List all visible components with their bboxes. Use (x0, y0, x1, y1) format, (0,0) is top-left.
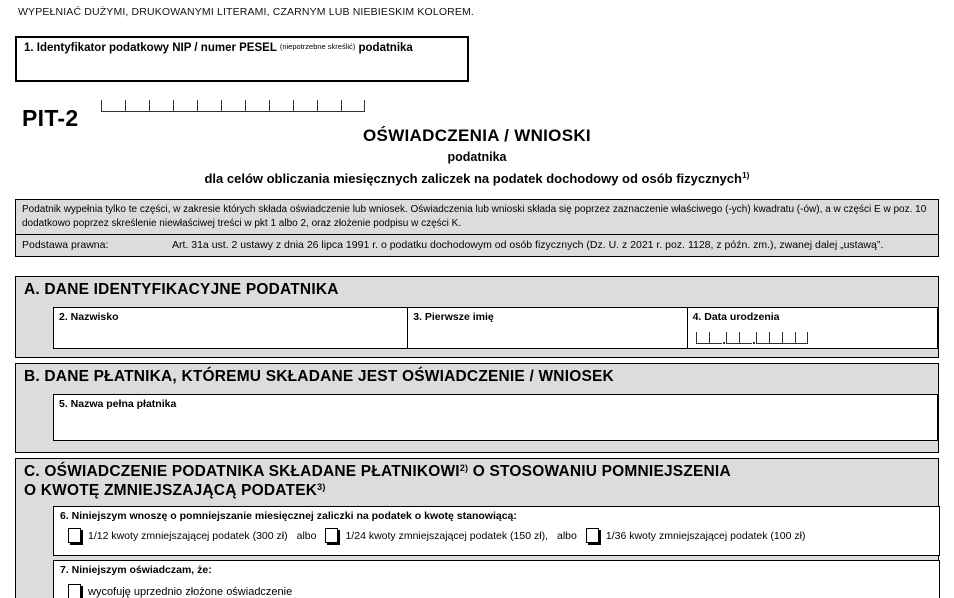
comb-cell[interactable] (756, 332, 769, 344)
option-1-36[interactable] (586, 528, 806, 543)
section-b (15, 363, 939, 453)
section-b-heading: B. DANE PŁATNIKA, KTÓREMU SKŁADANE JEST OŚWIADCZENIE / WNIOSEK (24, 368, 614, 385)
comb-cell[interactable] (197, 100, 221, 112)
footnote-marker-2: 2) (459, 463, 469, 473)
legal-basis-row (16, 235, 938, 256)
comb-cell[interactable] (245, 100, 269, 112)
conjunction-2: albo (556, 529, 577, 542)
footnote-marker-1: 1) (741, 170, 750, 180)
comb-cell[interactable] (101, 100, 125, 112)
section-a (15, 276, 939, 358)
comb-cell[interactable] (782, 332, 795, 344)
field-nip-pesel[interactable] (15, 36, 469, 82)
comb-separator (752, 332, 756, 344)
field-data-urodzenia-label: 4. Data urodzenia (692, 310, 780, 323)
comb-cell[interactable] (221, 100, 245, 112)
comb-cell[interactable] (709, 332, 722, 344)
checkbox-1-36[interactable] (586, 528, 599, 543)
comb-cell[interactable] (795, 332, 808, 344)
field-nip-pesel-label-tail: podatnika (358, 42, 413, 54)
section-c-heading-line1: C. OŚWIADCZENIE PODATNIKA SKŁADANE PŁATNIKOWI (24, 463, 460, 480)
comb-cell[interactable] (696, 332, 709, 344)
option-1-24-label: 1/24 kwoty zmniejszającej podatek (150 zł), (345, 529, 548, 542)
instructions-paragraph: Podatnik wypełnia tylko te części, w zakresie których składa oświadczenie lub wniosek. Oświadczenia lub wnioski składa się poprzez zaznaczenie właściwego (-ych) kwadratu (-ów), a w części E w poz. 10 dodatkowo poprzez skreślenie niewłaściwej treści w pkt 1 albo 2, oraz złożenie podpisu w części K. (16, 200, 938, 235)
form-code: PIT-2 (22, 105, 79, 131)
option-1-12[interactable] (68, 528, 288, 543)
option-1-24[interactable] (325, 528, 548, 543)
form-title: OŚWIADCZENIA / WNIOSKI (363, 126, 591, 145)
form-subtitle: podatnika (447, 150, 507, 164)
item-7-option-label: wycofuję uprzednio złożone oświadczenie (88, 585, 293, 598)
field-pierwsze-imie[interactable] (407, 307, 686, 349)
comb-cell[interactable] (341, 100, 365, 112)
item-6-options (54, 522, 939, 548)
field-nip-pesel-label-main: 1. Identyfikator podatkowy NIP / numer PESEL (24, 42, 277, 54)
field-nazwisko[interactable] (53, 307, 407, 349)
comb-cell[interactable] (769, 332, 782, 344)
section-c-heading-line2: O KWOTĘ ZMNIEJSZAJĄCĄ PODATEK (24, 481, 318, 499)
item-7-box (53, 560, 940, 598)
comb-separator (722, 332, 726, 344)
comb-cell[interactable] (149, 100, 173, 112)
checkbox-1-12[interactable] (68, 528, 81, 543)
instructions-box (15, 199, 939, 257)
form-title-block (0, 126, 954, 186)
field-pierwsze-imie-label: 3. Pierwsze imię (413, 310, 494, 323)
field-data-urodzenia[interactable] (687, 307, 938, 349)
checkbox-1-24[interactable] (325, 528, 338, 543)
option-1-12-label: 1/12 kwoty zmniejszającej podatek (300 zł) (88, 529, 288, 542)
legal-basis-label: Podstawa prawna: (22, 239, 109, 251)
item-7-label: 7. Niniejszym oświadczam, że: (60, 564, 212, 577)
checkbox-wycofuje-oswiadczenie[interactable] (68, 584, 81, 598)
field-nazwisko-label: 2. Nazwisko (59, 310, 119, 323)
comb-cell[interactable] (125, 100, 149, 112)
field-nazwa-platnika-label: 5. Nazwa pełna płatnika (59, 397, 177, 410)
option-1-36-label: 1/36 kwoty zmniejszającej podatek (100 zł) (605, 529, 806, 542)
nip-pesel-cell-comb[interactable] (101, 100, 365, 112)
footnote-marker-3: 3) (317, 481, 326, 492)
item-6-box (53, 506, 940, 556)
item-6-label: 6. Niniejszym wnoszę o pomniejszanie miesięcznej zaliczki na podatek o kwotę stanowiącą: (60, 510, 517, 523)
section-c-heading (16, 459, 938, 504)
comb-cell[interactable] (293, 100, 317, 112)
section-c (15, 458, 939, 598)
form-purpose-text: dla celów obliczania miesięcznych zaliczek na podatek dochodowy od osób fizycznych (204, 171, 742, 186)
field-nazwa-platnika[interactable] (53, 394, 938, 441)
top-instruction-text: WYPEŁNIAĆ DUŻYMI, DRUKOWANYMI LITERAMI, CZARNYM LUB NIEBIESKIM KOLOREM. (18, 6, 474, 18)
legal-basis-text: Art. 31a ust. 2 ustawy z dnia 26 lipca 1991 r. o podatku dochodowym od osób fizycznych (Dz. U. z 2021 r. poz. 1128, z późn. zm.), zwanej dalej „ustawą”. (172, 239, 884, 251)
section-c-heading-line1-cont: O STOSOWANIU POMNIEJSZENIA (468, 463, 731, 480)
section-a-heading: A. DANE IDENTYFIKACYJNE PODATNIKA (24, 281, 339, 298)
comb-cell[interactable] (317, 100, 341, 112)
comb-cell[interactable] (269, 100, 293, 112)
form-purpose-line (0, 170, 954, 186)
section-a-fields (53, 307, 938, 349)
comb-cell[interactable] (739, 332, 752, 344)
comb-cell[interactable] (173, 100, 197, 112)
conjunction-1: albo (296, 529, 317, 542)
section-b-fields (53, 394, 938, 441)
date-of-birth-comb[interactable] (696, 332, 808, 344)
field-nip-pesel-label-note: (niepotrzebne skreślić) (279, 42, 356, 51)
item-7-option[interactable] (54, 576, 939, 598)
comb-cell[interactable] (726, 332, 739, 344)
field-nip-pesel-label (24, 42, 413, 54)
